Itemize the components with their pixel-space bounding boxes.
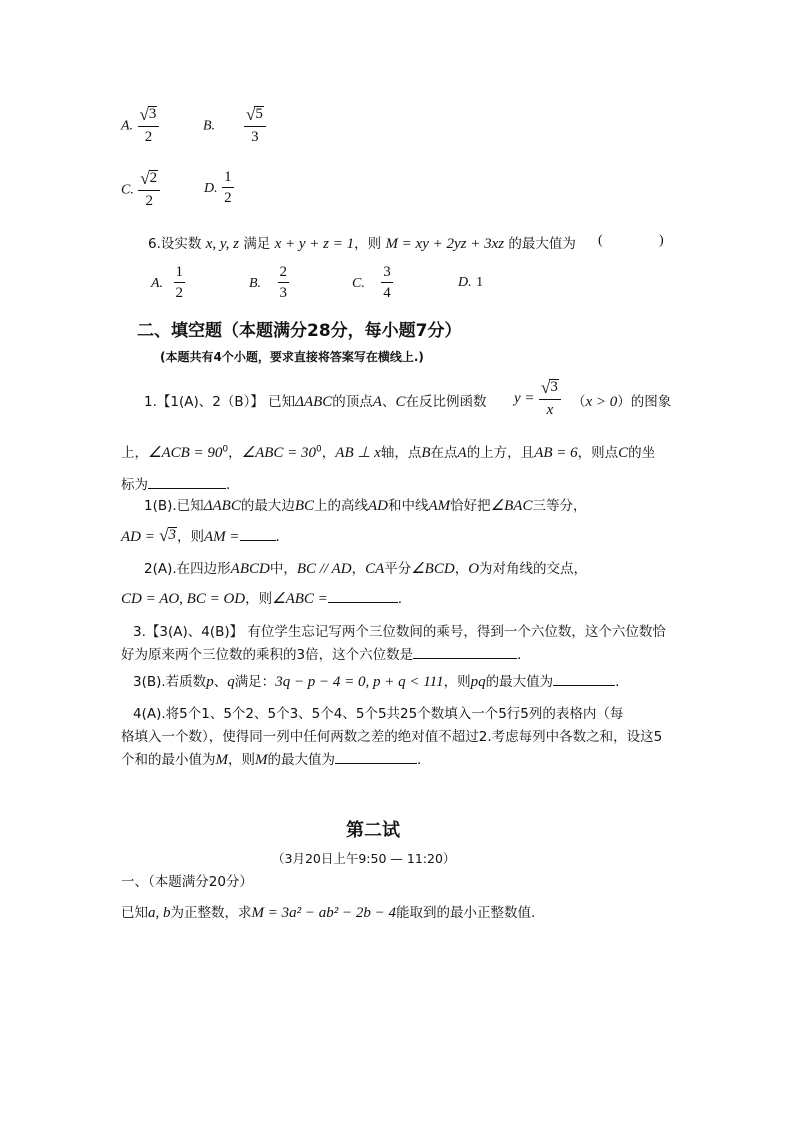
fill-3-answer-blank[interactable]: [413, 644, 517, 659]
section-2-heading: 二、填空题（本题满分28分，每小题7分）: [137, 321, 462, 341]
q6-option-b: B. $\frac{2}{3}$: [249, 264, 288, 301]
part-2-section-1: 一、（本题满分20分）: [121, 874, 253, 890]
fill-3-line-2: 好为原来两个三位数的乘积的3倍，这个六位数是 .: [121, 643, 521, 663]
q5-option-d-fraction: $\frac{1}{2}$: [224, 169, 232, 206]
fill-2a-line-1: 2(A).在四边形ABCD中，BC // AD，CA平分∠BCD，O为对角线的交点，: [144, 561, 588, 577]
fill-1b-answer-blank[interactable]: [240, 526, 276, 541]
part-2-question-1: 已知a, b为正整数，求M = 3a² − ab² − 2b − 4能取到的最小正整数值.: [121, 905, 536, 921]
q5-option-a: A. √ 3 2: [121, 106, 159, 145]
q6-answer-bracket-open: (: [598, 233, 603, 248]
fill-1-line-1: 1.【1(A)、2（B）】 已知ΔABC的顶点A、C在反比例函数: [144, 394, 487, 410]
fill-2a-line-2: CD = AO, BC = OD，则∠ABC = .: [121, 587, 402, 608]
q5-option-b-fraction: √ 5 3: [244, 106, 266, 145]
fill-1-line-3: 标为 .: [121, 473, 230, 493]
q5-option-d: D. $\frac{1}{2}$: [204, 169, 232, 206]
q5-option-a-fraction: √ 3 2: [138, 106, 160, 145]
q5-option-b: B. √ 5 3: [203, 106, 266, 145]
fill-1b-line-1: 1(B).已知ΔABC的最大边BC上的高线AD和中线AM恰好把∠BAC三等分，: [144, 498, 587, 514]
fill-4a-line-2: 格填入一个数），使得同一列中任何两数之差的绝对值不超过2.考虑每列中各数之和，设这5: [121, 729, 663, 745]
q6-stem: 6.设实数 x, y, z 满足 x + y + z = 1，则 M = xy + 2yz + 3xz 的最大值为: [148, 236, 576, 252]
q6-answer-bracket-close: ): [659, 233, 664, 248]
q5-option-c: C. √ 2 2: [121, 170, 160, 209]
fill-1b-line-2: AD = √ 3 ，则AM = .: [121, 526, 280, 545]
fill-2a-answer-blank[interactable]: [328, 588, 398, 603]
fill-1-function: y = √ 3 x: [514, 379, 561, 418]
section-2-note: (本题共有4个小题，要求直接将答案写在横线上.): [160, 350, 424, 364]
q5-option-c-fraction: √ 2 2: [138, 170, 160, 209]
q6-option-a: A. $\frac{1}{2}$: [151, 264, 184, 301]
fill-3b-answer-blank[interactable]: [553, 671, 615, 686]
fill-4a-answer-blank[interactable]: [335, 749, 417, 764]
q6-option-c: C. $\frac{3}{4}$: [352, 264, 391, 301]
fill-3b-line: 3(B).若质数p、q满足：3q − p − 4 = 0, p + q < 111，则pq的最大值为 .: [133, 670, 619, 691]
fill-1-line-2: 上，∠ACB = $90^0$，∠ABC = $30^0$，AB ⊥ x轴，点B在点A的上方，且AB = 6，则点C的坐: [121, 444, 656, 461]
fill-1-domain: （x > 0）的图象: [572, 394, 672, 410]
fill-1-answer-blank[interactable]: [148, 474, 226, 489]
fill-3-line-1: 3.【3(A)、4(B)】 有位学生忘记写两个三位数间的乘号，得到一个六位数，这个六位数恰: [133, 624, 666, 640]
q6-option-d: D. 1: [458, 275, 484, 290]
part-2-time: （3月20日上午9:50 — 11:20）: [272, 851, 456, 866]
part-2-title: 第二试: [346, 820, 400, 841]
fill-4a-line-1: 4(A).将5个1、5个2、5个3、5个4、5个5共25个数填入一个5行5列的表格内（每: [133, 706, 624, 722]
fill-4a-line-3: 个和的最小值为M，则M的最大值为 .: [121, 748, 421, 769]
